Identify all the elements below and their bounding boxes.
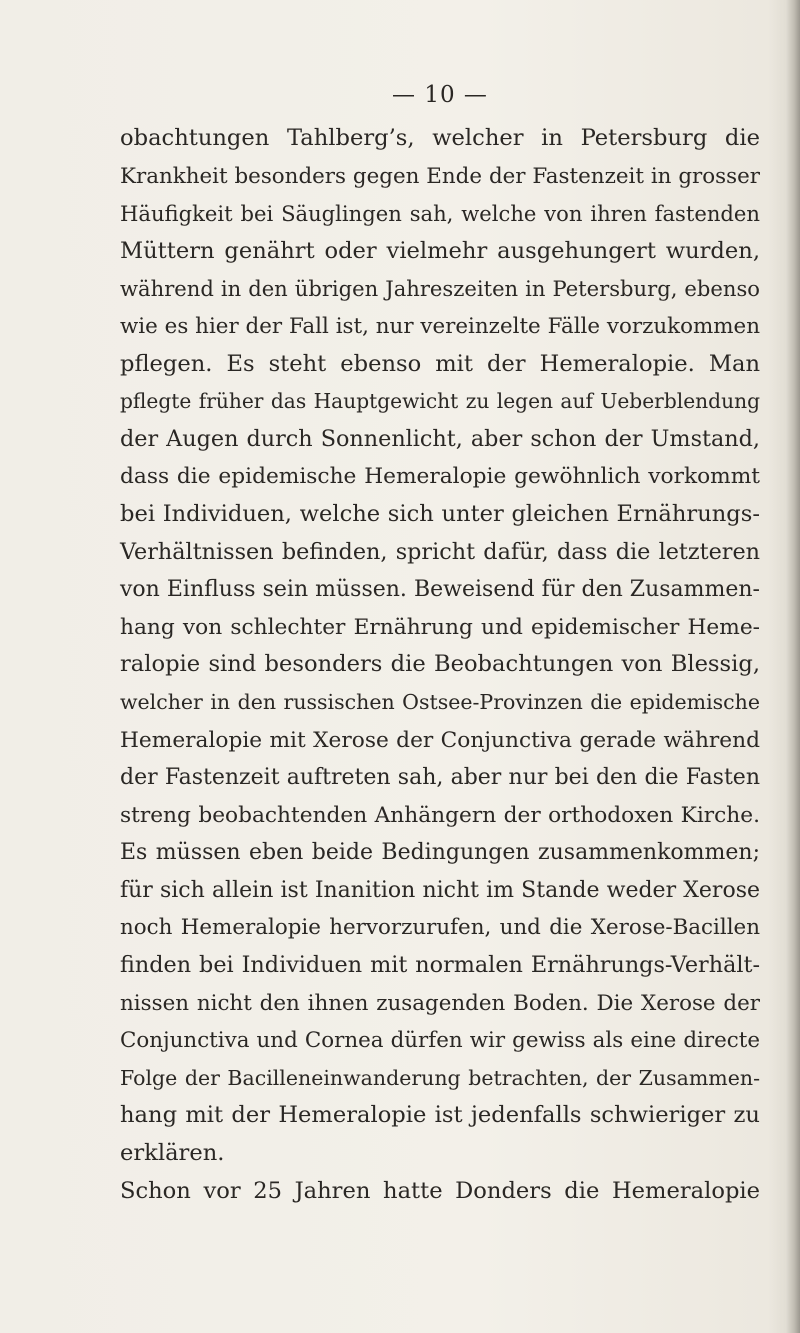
text-line: wie es hier der Fall ist, nur vereinzelte Fälle vorzukommen bbox=[120, 313, 760, 339]
text-line: hang mit der Hemeralopie ist jedenfalls schwieriger zu bbox=[120, 1102, 760, 1129]
text-line: obachtungen Tahlberg’s, welcher in Petersburg die bbox=[120, 125, 760, 151]
text-line: Verhältnissen befinden, spricht dafür, dass die letzteren bbox=[120, 538, 760, 565]
text-line: während in den übrigen Jahreszeiten in Petersburg, ebenso bbox=[120, 276, 760, 302]
text-line: Hemeralopie mit Xerose der Conjunctiva gerade während bbox=[120, 727, 760, 753]
body-text bbox=[120, 120, 760, 1210]
text-line: dass die epidemische Hemeralopie gewöhnlich vorkommt bbox=[120, 464, 760, 490]
text-line: bei Individuen, welche sich unter gleichen Ernährungs- bbox=[120, 500, 760, 527]
text-line: nissen nicht den ihnen zusagenden Boden. Die Xerose der bbox=[120, 990, 760, 1016]
text-line: pflegen. Es steht ebenso mit der Hemeralopie. Man bbox=[120, 350, 760, 377]
text-line: Es müssen eben beide Bedingungen zusammenkommen; bbox=[120, 840, 760, 866]
text-line: für sich allein ist Inanition nicht im Stande weder Xerose bbox=[120, 877, 760, 903]
page-edge-shadow bbox=[786, 0, 800, 1333]
text-line: ralopie sind besonders die Beobachtungen von Blessig, bbox=[120, 651, 760, 678]
text-line: welcher in den russischen Ostsee-Provinzen die epidemische bbox=[120, 689, 760, 714]
text-line: Krankheit besonders gegen Ende der Fastenzeit in grosser bbox=[120, 163, 760, 189]
text-line: Müttern genährt oder vielmehr ausgehungert wurden, bbox=[120, 237, 760, 264]
text-line: der Augen durch Sonnenlicht, aber schon der Umstand, bbox=[120, 425, 760, 452]
text-line: Häufigkeit bei Säuglingen sah, welche von ihren fastenden bbox=[120, 201, 760, 227]
text-line: der Fastenzeit auftreten sah, aber nur bei den die Fasten bbox=[120, 765, 760, 791]
text-line: streng beobachtenden Anhängern der orthodoxen Kirche. bbox=[120, 802, 760, 828]
text-line: von Einfluss sein müssen. Beweisend für den Zusammen- bbox=[120, 577, 760, 603]
page-number: — 10 — bbox=[392, 82, 488, 108]
text-line: hang von schlechter Ernährung und epidemischer Heme- bbox=[120, 614, 760, 640]
text-line: Folge der Bacilleneinwanderung betrachten, der Zusammen- bbox=[120, 1065, 760, 1090]
text-line: Conjunctiva und Cornea dürfen wir gewiss als eine directe bbox=[120, 1028, 760, 1054]
text-line: pflegte früher das Hauptgewicht zu legen auf Ueberblendung bbox=[120, 389, 760, 414]
text-line: noch Hemeralopie hervorzurufen, und die Xerose-Bacillen bbox=[120, 915, 760, 941]
text-line: finden bei Individuen mit normalen Ernährungs-Verhält- bbox=[120, 952, 760, 979]
text-line: Schon vor 25 Jahren hatte Donders die Hemeralopie bbox=[120, 1177, 760, 1204]
text-line: erklären. bbox=[120, 1140, 225, 1167]
